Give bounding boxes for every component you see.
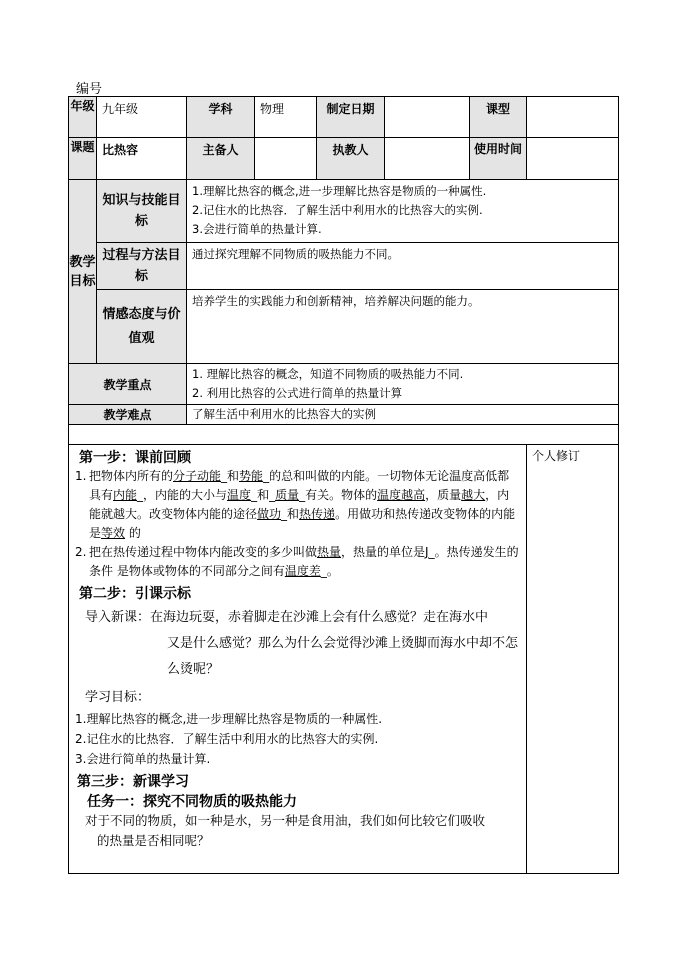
knowledge-item: 3.会进行简单的热量计算. — [192, 222, 322, 236]
blank-answer: 等效 — [101, 526, 126, 540]
key-point-item: 2. 利用比热容的公式进行简单的热量计算 — [192, 386, 403, 400]
preparer-label: 主备人 — [187, 138, 255, 180]
blank-answer: 质量 — [275, 488, 300, 502]
emotion-label: 情感态度与价值观 — [97, 290, 187, 364]
date-label: 制定日期 — [317, 97, 385, 138]
goal-item: 1.理解比热容的概念,进一步理解比热容是物质的一种属性. — [75, 712, 383, 726]
spacer-cell — [69, 425, 619, 445]
item-number: 1. — [75, 469, 87, 483]
type-value — [527, 97, 619, 138]
info-row-2 — [69, 138, 619, 180]
key-points-label: 教学重点 — [69, 364, 187, 405]
lesson-body — [69, 445, 527, 874]
teacher-value — [385, 138, 470, 180]
step1-title: 第一步：课前回顾 — [79, 450, 191, 466]
date-value — [385, 97, 470, 138]
personal-revision-column: 个人修订 — [527, 445, 619, 874]
step1-item-2 — [75, 543, 520, 581]
objective-process-row — [69, 243, 619, 290]
item-text: 把物体内所有的分子动能_和势能_的总和叫做的内能。一切物体无论温度高低都具有内能_，内能的大小与温度_和_质量_有关。物体的温度越高，质量越大，内能就越大。改变物体内能的途径做功_和热传递。用做功和热传递改变物体的内能是等效 的 — [89, 469, 516, 540]
objective-knowledge-row — [69, 180, 619, 243]
blank-answer: 热量 — [317, 545, 342, 559]
blank-answer: 做功 — [257, 507, 282, 521]
blank-answer: J — [425, 545, 429, 559]
item-number: 2. — [75, 545, 87, 559]
use-time-label: 使用时间 — [470, 138, 527, 180]
goal-item: 2.记住水的比热容．了解生活中利用水的比热容大的实例. — [75, 732, 379, 746]
type-label: 课型 — [470, 97, 527, 138]
blank-answer: 热传递 — [299, 507, 336, 521]
key-point-item: 1. 理解比热容的概念，知道不同物质的吸热能力不同. — [192, 367, 464, 381]
item-text: 把在热传递过程中物体内能改变的多少叫做热量，热量的单位是J_。热传递发生的条件 是物体或物体的不同部分之间有温度差_。 — [89, 545, 519, 578]
blank-answer: 温度 — [227, 488, 252, 502]
topic-value: 比热容 — [97, 138, 187, 180]
process-content: 通过探究理解不同物质的吸热能力不同。 — [187, 243, 619, 290]
subject-label: 学科 — [187, 97, 255, 138]
info-row-1 — [69, 97, 619, 138]
emotion-content: 培养学生的实践能力和创新精神，培养解决问题的能力。 — [187, 290, 619, 364]
objective-emotion-row — [69, 290, 619, 364]
key-points-row — [69, 364, 619, 405]
grade-value: 九年级 — [97, 97, 187, 138]
serial-number-label: 编号 — [76, 82, 103, 97]
intro-line-3: 么烫呢？ — [167, 662, 220, 677]
lesson-plan-table — [68, 96, 619, 874]
grade-label: 年级 — [69, 97, 97, 138]
blank-answer: 越大 — [461, 488, 486, 502]
teacher-label: 执教人 — [317, 138, 385, 180]
task1-line-1: 对于不同的物质，如一种是水，另一种是食用油，我们如何比较它们吸收 — [85, 813, 486, 828]
step1-item-1 — [75, 467, 520, 543]
blank-answer: 势能 — [239, 469, 264, 483]
difficulties-content: 了解生活中利用水的比热容大的实例 — [187, 405, 619, 425]
main-content-row — [69, 445, 619, 874]
use-time-value — [527, 138, 619, 180]
knowledge-content — [187, 180, 619, 243]
objectives-section-label: 教学目标 — [69, 180, 97, 364]
blank-answer: 分子动能 — [173, 469, 222, 483]
step2-title: 第二步：引课示标 — [79, 586, 191, 602]
goals-label: 学习目标： — [85, 690, 151, 705]
blank-answer: 温度越高 — [377, 488, 426, 502]
task1-line-2: 的热量是否相同呢？ — [97, 833, 210, 848]
subject-value: 物理 — [255, 97, 317, 138]
blank-answer: 内能 — [113, 488, 138, 502]
goal-item: 3.会进行简单的热量计算. — [75, 752, 211, 766]
topic-label: 课题 — [69, 138, 97, 180]
difficulties-row — [69, 405, 619, 425]
knowledge-label: 知识与技能目标 — [97, 180, 187, 243]
preparer-value — [255, 138, 317, 180]
spacer-row — [69, 425, 619, 445]
intro-line-1: 导入新课：在海边玩耍，赤着脚走在沙滩上会有什么感觉？走在海水中 — [85, 610, 489, 625]
intro-line-2: 又是什么感觉？那么为什么会觉得沙滩上烫脚而海水中却不怎 — [167, 636, 519, 651]
knowledge-item: 1.理解比热容的概念,进一步理解比热容是物质的一种属性. — [192, 184, 487, 198]
blank-answer: 温度差 — [284, 564, 321, 578]
process-label: 过程与方法目标 — [97, 243, 187, 290]
step3-title: 第三步：新课学习 — [77, 774, 189, 790]
knowledge-item: 2.记住水的比热容．了解生活中利用水的比热容大的实例. — [192, 203, 483, 217]
difficulties-label: 教学难点 — [69, 405, 187, 425]
key-points-content — [187, 364, 619, 405]
task1-title: 任务一：探究不同物质的吸热能力 — [87, 794, 297, 810]
